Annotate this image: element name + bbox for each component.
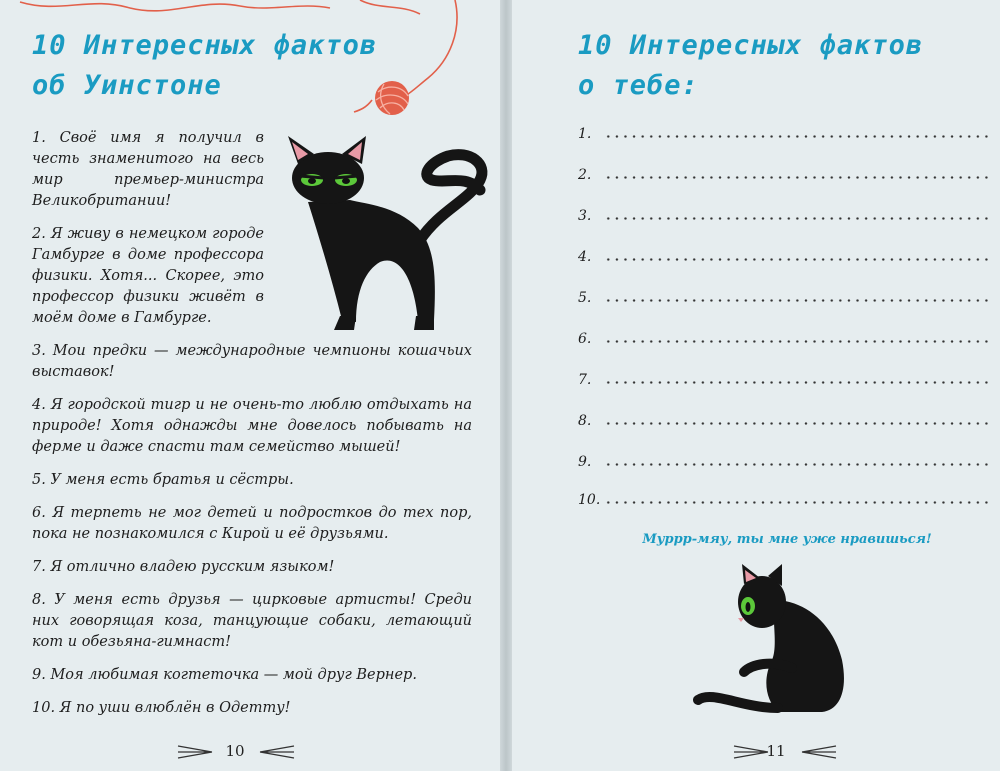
line-number: 2. — [578, 167, 592, 183]
right-page — [512, 0, 1000, 771]
fill-line[interactable] — [578, 409, 988, 429]
right-title-line1: 10 Интересных фактов — [578, 30, 924, 61]
whiskers-icon — [256, 740, 296, 764]
dotted-line — [604, 135, 988, 138]
fact-item: 1. Своё имя я получил в честь знаменитого на весь мир премьер-министра Великобритании! — [32, 130, 264, 209]
right-title-line2: о тебе: — [578, 70, 699, 101]
fact-item: 10. Я по уши влюблён в Одетту! — [32, 700, 291, 716]
line-number: 6. — [578, 331, 592, 347]
line-number: 10. — [578, 492, 601, 508]
line-number: 4. — [578, 249, 592, 265]
facts-list — [32, 128, 472, 731]
dotted-line — [604, 217, 988, 220]
purr-caption: Муррр-мяу, ты мне уже нравишься! — [642, 532, 932, 547]
dotted-line — [604, 422, 988, 425]
fact-item: 9. Моя любимая когтеточка — мой друг Вернер. — [32, 667, 417, 683]
dotted-line — [604, 501, 988, 504]
fact-item: 7. Я отлично владею русским языком! — [32, 559, 335, 575]
dotted-line — [604, 340, 988, 343]
left-title-line1: 10 Интересных фактов — [32, 30, 378, 61]
dotted-line — [604, 299, 988, 302]
line-number: 8. — [578, 413, 592, 429]
fill-line[interactable] — [578, 204, 988, 224]
fact-item: 5. У меня есть братья и сёстры. — [32, 472, 294, 488]
fill-line[interactable] — [578, 122, 988, 142]
dotted-line — [604, 381, 988, 384]
line-number: 5. — [578, 290, 592, 306]
fill-line[interactable] — [578, 286, 988, 306]
dotted-line — [604, 258, 988, 261]
line-number: 9. — [578, 454, 592, 470]
left-page-title — [32, 26, 452, 106]
fact-item: 6. Я терпеть не мог детей и подростков до тех пор, пока не познакомился с Кирой и её друзьями. — [32, 505, 472, 542]
fill-line[interactable] — [578, 450, 988, 470]
fact-item: 3. Мои предки — международные чемпионы кошачьих выставок! — [32, 343, 472, 380]
left-title-line2: об Уинстоне — [32, 70, 222, 101]
line-number: 1. — [578, 126, 592, 142]
whiskers-icon — [176, 740, 216, 764]
whiskers-icon — [798, 740, 838, 764]
fill-line[interactable] — [578, 327, 988, 347]
line-number: 7. — [578, 372, 592, 388]
right-page-title — [578, 26, 998, 106]
fill-line[interactable] — [578, 488, 988, 508]
fill-line[interactable] — [578, 368, 988, 388]
fact-item: 8. У меня есть друзья — цирковые артисты! Среди них говорящая коза, танцующие собаки, летающий кот и обезьяна-гимнаст! — [32, 592, 472, 650]
fact-item: 4. Я городской тигр и не очень-то люблю отдыхать на природе! Хотя однажды мне довелось побывать на ферме и даже спасти там семейство мышей! — [32, 397, 472, 455]
fact-item: 2. Я живу в немецком городе Гамбурге в доме профессора физики. Хотя... Скорее, это профессор физики живёт в моём доме в Гамбурге. — [32, 226, 264, 326]
page-number: 11 — [766, 742, 786, 760]
fill-line[interactable] — [578, 245, 988, 265]
book-gutter — [500, 0, 512, 771]
dotted-line — [604, 463, 988, 466]
page-number: 10 — [225, 742, 245, 760]
fill-line[interactable] — [578, 163, 988, 183]
dotted-line — [604, 176, 988, 179]
sitting-cat-icon — [682, 560, 882, 720]
line-number: 3. — [578, 208, 592, 224]
